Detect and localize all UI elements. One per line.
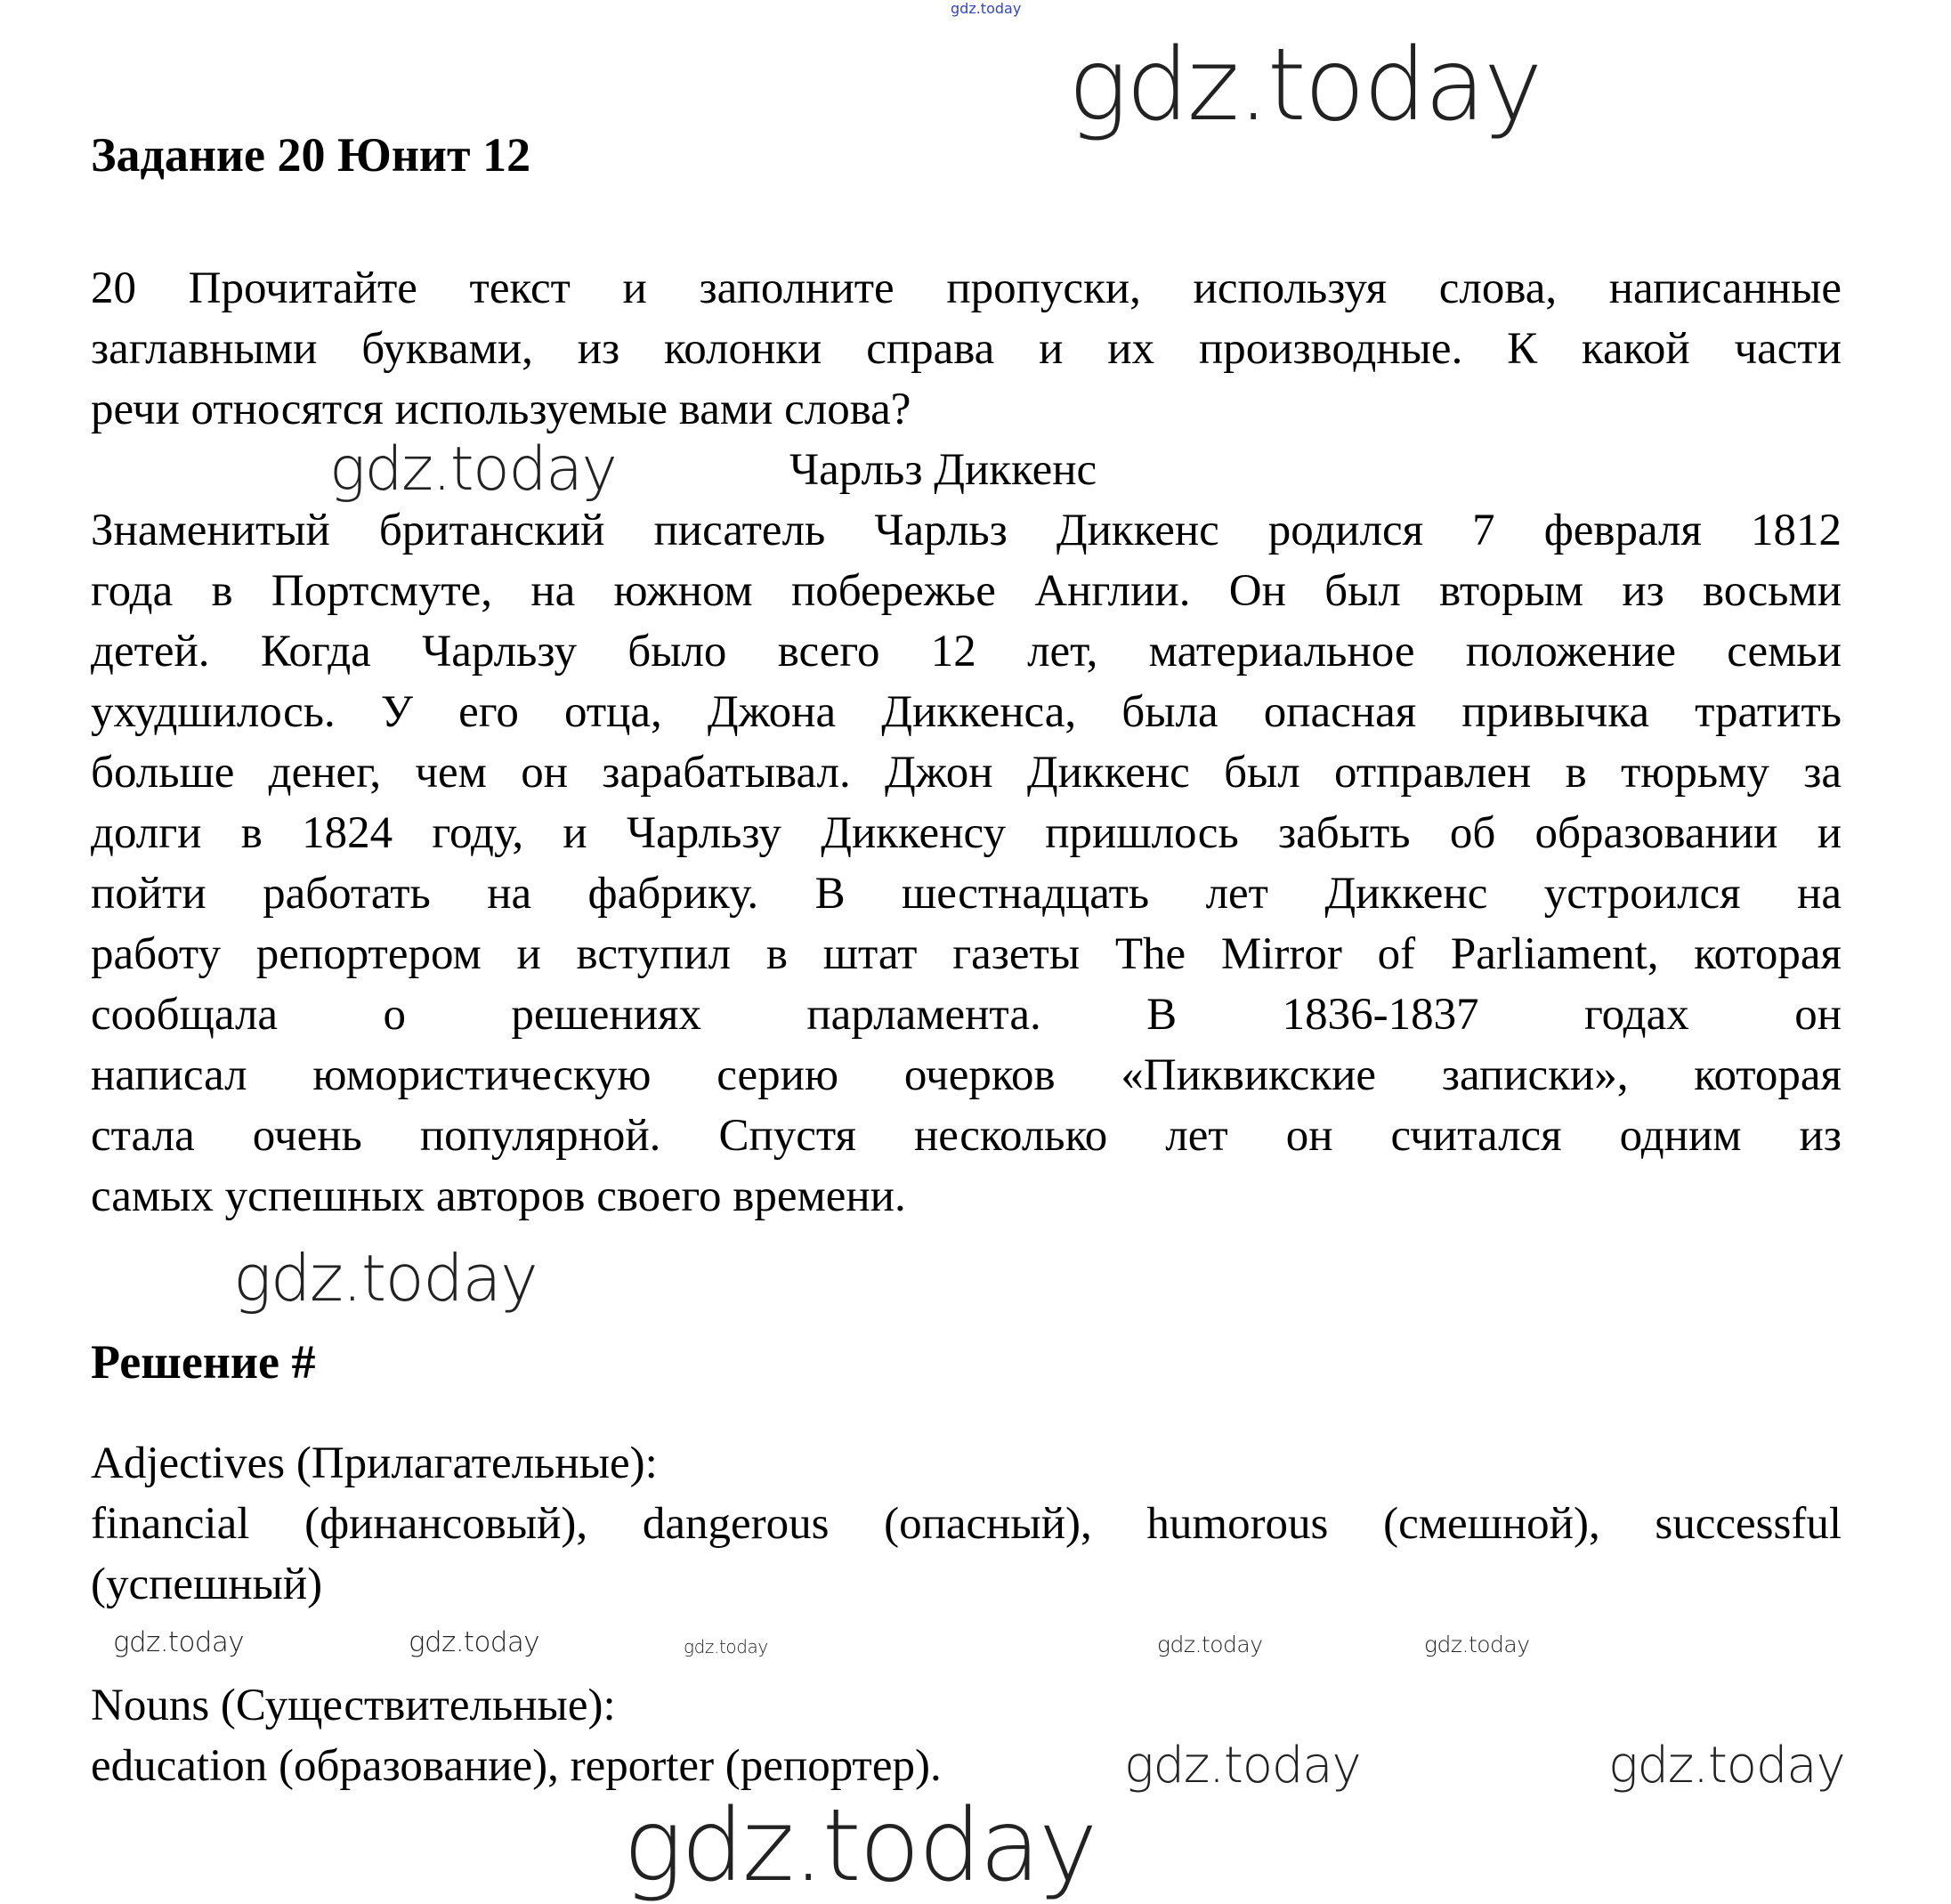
top-watermark: gdz.today [951, 0, 1022, 17]
watermark: gdz.today [1068, 28, 1541, 143]
watermark: gdz.today [1157, 1632, 1263, 1657]
text-line: Знаменитый британский писатель Чарльз Диккенс родился 7 февраля 1812 [91, 506, 1842, 555]
watermark: gdz.today [329, 434, 617, 505]
text-line: года в Портсмуте, на южном побережье Англии. Он был вторым из восьми [91, 566, 1842, 616]
watermark: gdz.today [623, 1788, 1096, 1904]
text-line: ухудшилось. У его отца, Джона Диккенса, была опасная привычка тратить [91, 687, 1842, 737]
task-line: речи относятся используемые вами слова? [91, 385, 911, 434]
watermark: gdz.today [409, 1626, 539, 1658]
nouns-label: Nouns (Существительные): [91, 1681, 616, 1730]
text-line: долги в 1824 году, и Чарльзу Диккенсу пришлось забыть об образовании и [91, 808, 1842, 858]
adjectives-line: (успешный) [91, 1560, 323, 1609]
page-title: Задание 20 Юнит 12 [91, 128, 531, 182]
text-line: детей. Когда Чарльзу было всего 12 лет, материальное положение семьи [91, 627, 1842, 677]
text-line: самых успешных авторов своего времени. [91, 1171, 906, 1221]
watermark: gdz.today [1424, 1632, 1530, 1657]
watermark: gdz.today [1608, 1737, 1845, 1795]
text-line: больше денег, чем он зарабатывал. Джон Диккенс был отправлен в тюрьму за [91, 748, 1842, 798]
text-line: работу репортером и вступил в штат газеты The Mirror of Parliament, которая [91, 929, 1842, 979]
watermark: gdz.today [233, 1241, 538, 1316]
adjectives-label: Adjectives (Прилагательные): [91, 1438, 658, 1488]
text-title: Чарльз Диккенс [789, 445, 1097, 495]
watermark: gdz.today [1124, 1737, 1361, 1795]
watermark: gdz.today [113, 1626, 244, 1658]
text-line: пойти работать на фабрику. В шестнадцать лет Диккенс устроился на [91, 869, 1842, 919]
text-line: сообщала о решениях парламента. В 1836-1837 годах он [91, 990, 1842, 1040]
nouns-line: education (образование), reporter (репортер). [91, 1741, 942, 1791]
adjectives-line: financial (финансовый), dangerous (опасный), humorous (смешной), successful [91, 1499, 1842, 1549]
text-line: написал юмористическую серию очерков «Пиквикские записки», которая [91, 1050, 1842, 1100]
solution-heading: Решение # [91, 1335, 316, 1389]
task-line: 20 Прочитайте текст и заполните пропуски, используя слова, написанные [91, 263, 1842, 313]
watermark: gdz.today [684, 1636, 768, 1657]
task-line: заглавными буквами, из колонки справа и их производные. К какой части [91, 324, 1842, 374]
text-line: стала очень популярной. Спустя несколько лет он считался одним из [91, 1111, 1842, 1161]
